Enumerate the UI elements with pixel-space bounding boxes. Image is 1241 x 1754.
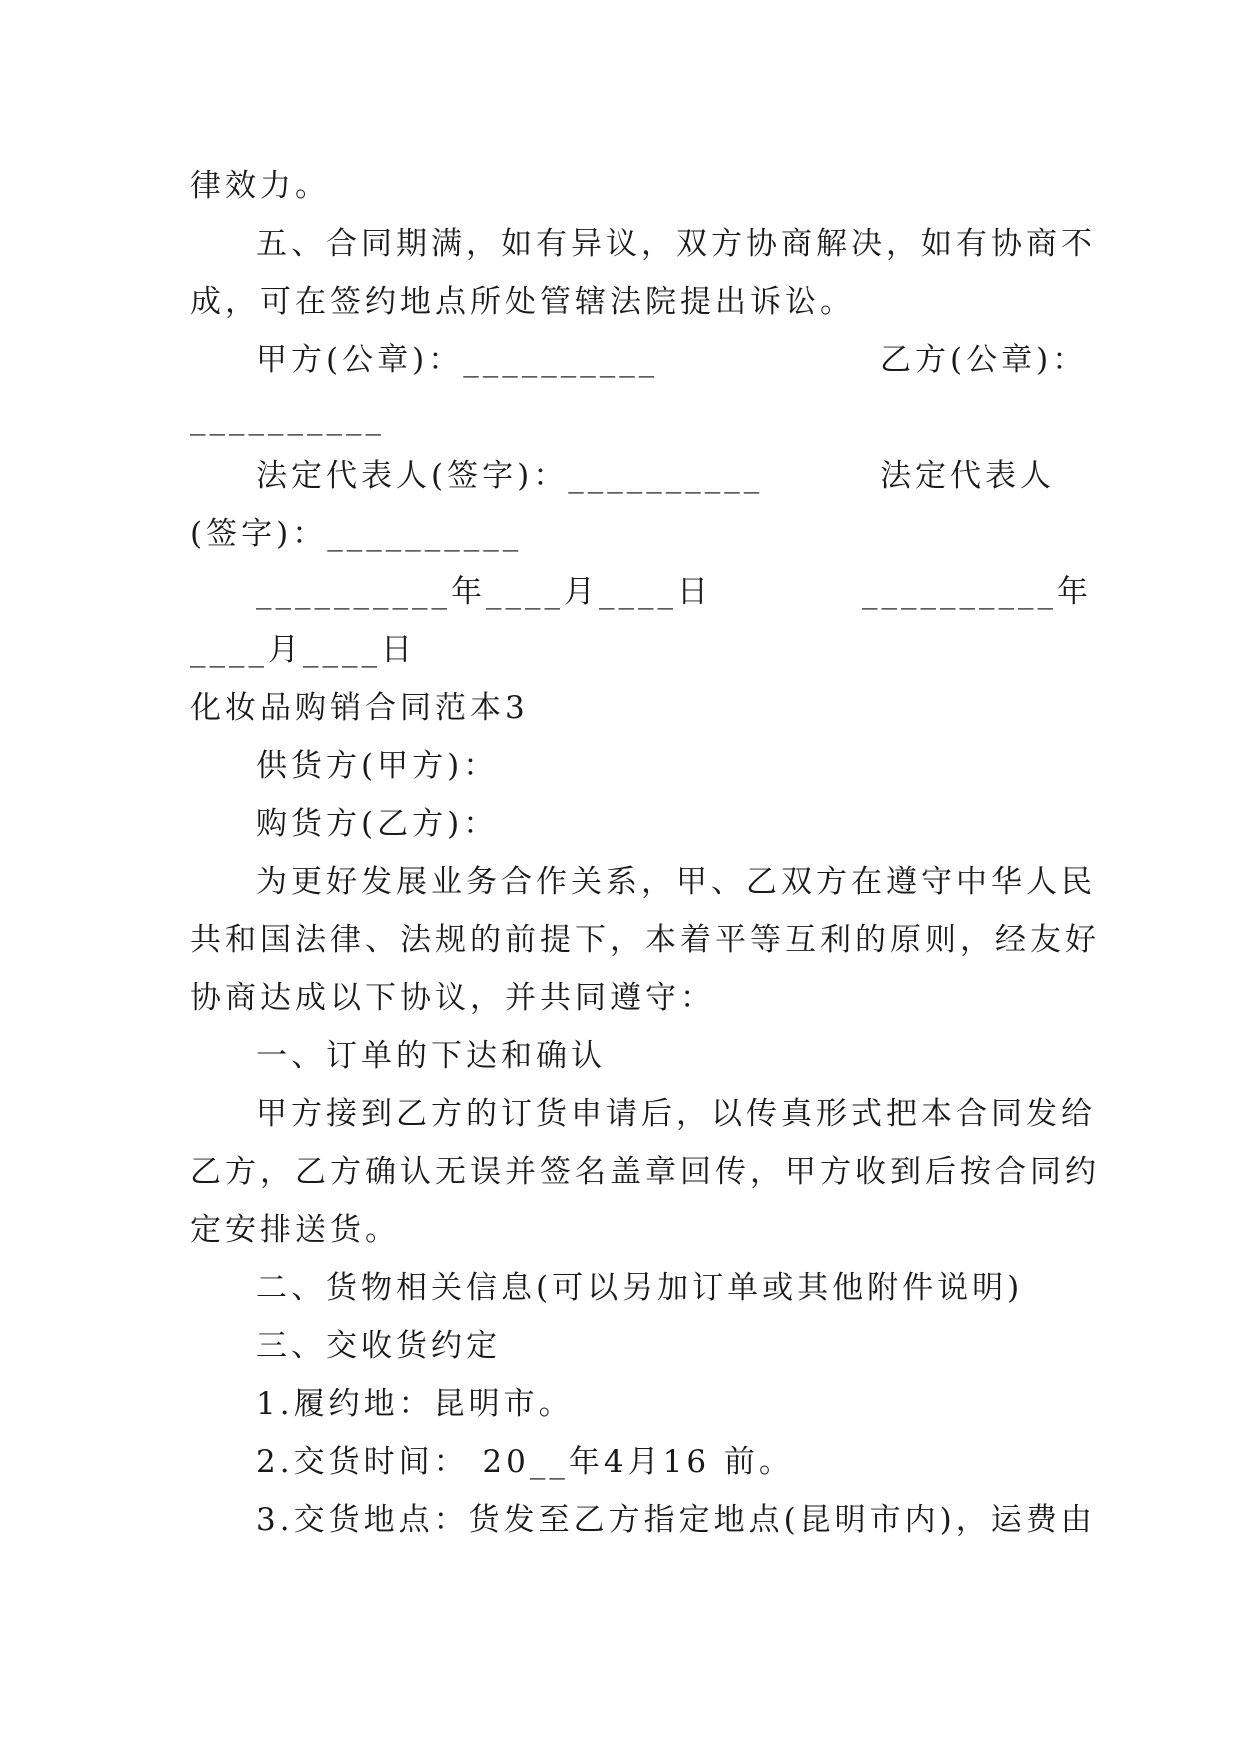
party-b-seal-blank: __________ bbox=[190, 400, 385, 436]
text-line: 律效力。 bbox=[190, 168, 330, 204]
text-line: 购货方(乙方)： bbox=[256, 806, 499, 842]
party-a-date-line: __________年____月____日 bbox=[256, 574, 712, 610]
section-title: 化妆品购销合同范本3 bbox=[190, 690, 529, 726]
text-line: 乙方，乙方确认无误并签名盖章回传，甲方收到后按合同约 bbox=[190, 1154, 1100, 1190]
text-line: 为更好发展业务合作关系，甲、乙双方在遵守中华人民 bbox=[256, 864, 1096, 900]
text-line: 供货方(甲方)： bbox=[256, 748, 499, 784]
party-a-representative-line: 法定代表人(签字)：__________ bbox=[256, 458, 764, 494]
party-b-seal-label: 乙方(公章)： bbox=[880, 342, 1088, 378]
text-line: 共和国法律、法规的前提下，本着平等互利的原则，经友好 bbox=[190, 922, 1100, 958]
party-b-representative-blank: (签字)：__________ bbox=[190, 516, 523, 552]
party-b-representative-label: 法定代表人 bbox=[880, 458, 1055, 494]
text-line: 三、交收货约定 bbox=[256, 1328, 501, 1364]
party-b-date-month-day: ____月____日 bbox=[190, 632, 416, 668]
party-a-seal-line: 甲方(公章)：__________ bbox=[256, 342, 659, 378]
text-line: 1.履约地：昆明市。 bbox=[256, 1386, 574, 1422]
text-line: 定安排送货。 bbox=[190, 1212, 400, 1248]
text-line: 成，可在签约地点所处管辖法院提出诉讼。 bbox=[190, 284, 855, 320]
text-line: 五、合同期满，如有异议，双方协商解决，如有协商不 bbox=[256, 226, 1096, 262]
text-line: 一、订单的下达和确认 bbox=[256, 1038, 606, 1074]
text-line: 3.交货地点：货发至乙方指定地点(昆明市内)，运费由 bbox=[256, 1502, 1096, 1538]
text-line: 2.交货时间： 20__年4月16 前。 bbox=[256, 1444, 794, 1480]
party-b-date-year: __________年 bbox=[862, 574, 1092, 610]
text-line: 二、货物相关信息(可以另加订单或其他附件说明) bbox=[256, 1270, 1024, 1306]
text-line: 甲方接到乙方的订货申请后，以传真形式把本合同发给 bbox=[256, 1096, 1096, 1132]
text-line: 协商达成以下协议，并共同遵守： bbox=[190, 980, 715, 1016]
